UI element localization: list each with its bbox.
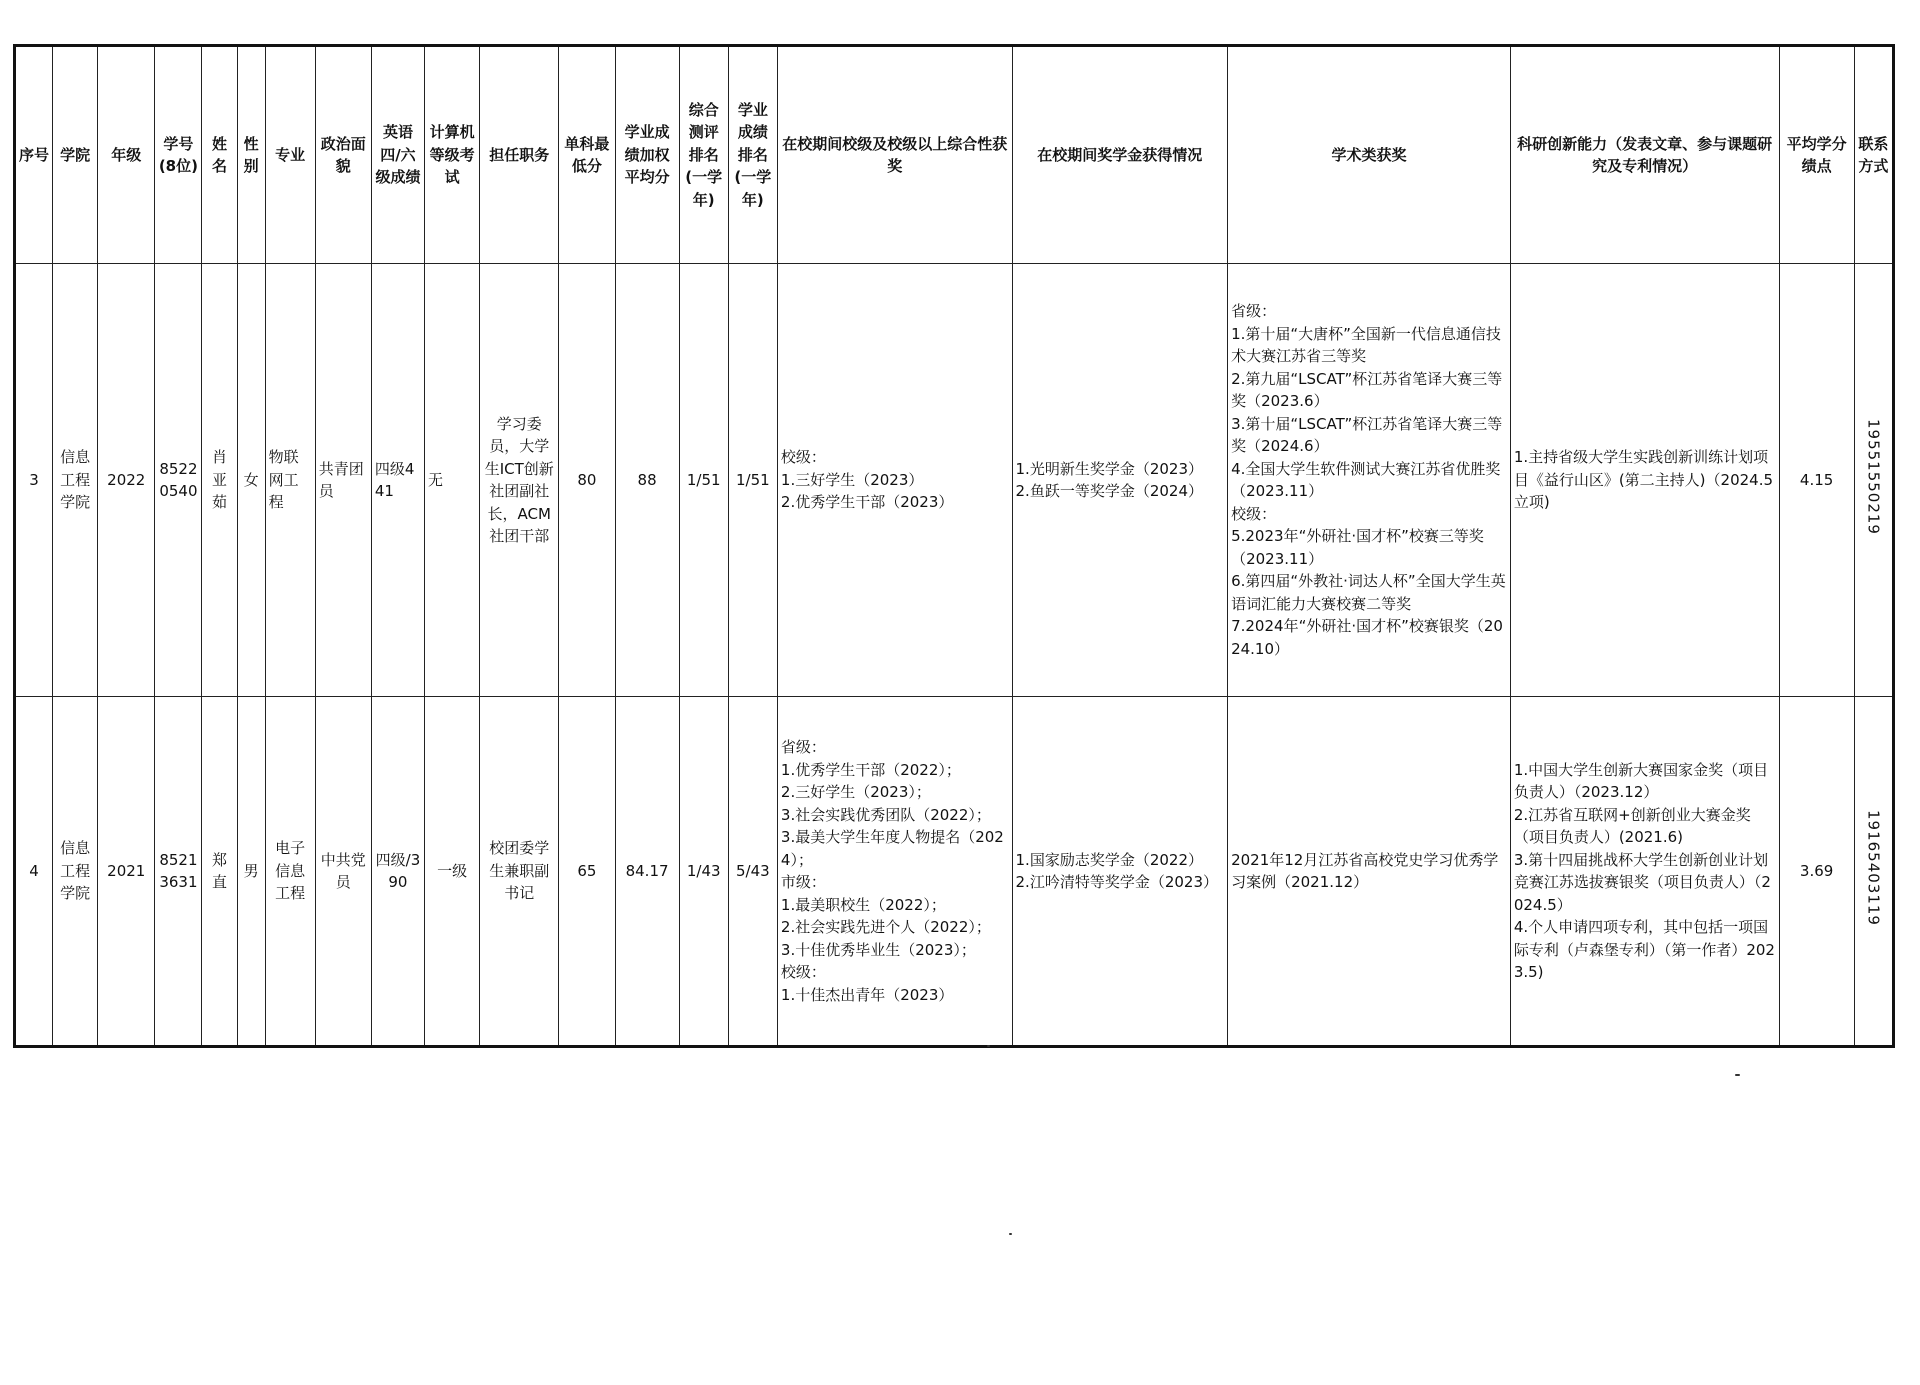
cell-college: 信息工程学院 <box>53 264 98 697</box>
award-line: 1.优秀学生干部（2022）； <box>780 760 961 779</box>
academic-award-line: 2021年12月江苏省高校党史学习优秀学习案例（2021.12） <box>1231 850 1499 891</box>
award-line: 1.最美职校生（2022）； <box>780 895 946 914</box>
cell-scholarships <box>1012 697 1228 1047</box>
header-row <box>15 46 1894 264</box>
scholarship-line: 1.光明新生奖学金（2023） <box>1015 459 1204 478</box>
academic-award-line: 省级： <box>1231 302 1277 320</box>
research-line: 2.江苏省互联网+创新创业大赛金奖（项目负责人）(2021.6) <box>1513 805 1751 846</box>
cell-weighted-avg: 88 <box>615 264 679 697</box>
cell-positions: 学习委员，大学生ICT创新社团副社长，ACM社团干部 <box>480 264 559 697</box>
research-line: 3.第十四届挑战杯大学生创新创业计划竞赛江苏选拔赛银奖（项目负责人）（2024.5） <box>1513 850 1771 914</box>
scholarship-line: 1.国家励志奖学金（2022） <box>1015 850 1204 869</box>
scan-speck <box>987 1045 990 1047</box>
academic-award-line: 4.全国大学生软件测试大赛江苏省优胜奖（2023.11） <box>1231 459 1501 500</box>
header-index: 序号 <box>15 46 53 264</box>
scholarship-line: 2.江吟清特等奖学金（2023） <box>1015 873 1219 891</box>
academic-award-line: 校级： <box>1231 504 1277 523</box>
cell-political: 共青团员 <box>315 264 371 697</box>
award-line: 市级： <box>780 873 826 891</box>
scan-speck <box>1009 1233 1012 1235</box>
header-english: 英语四/六级成绩 <box>371 46 424 264</box>
cell-min-score: 80 <box>559 264 615 697</box>
header-scholarships: 在校期间奖学金获得情况 <box>1012 46 1228 264</box>
award-line: 校级： <box>780 448 826 467</box>
cell-college: 信息工程学院 <box>53 697 98 1047</box>
cell-overall-rank: 1/43 <box>679 697 728 1047</box>
header-positions: 担任职务 <box>480 46 559 264</box>
cell-name: 郑直 <box>202 697 237 1047</box>
header-grade: 年级 <box>98 46 155 264</box>
header-political: 政治面貌 <box>315 46 371 264</box>
header-name: 姓名 <box>202 46 237 264</box>
award-line: 2.社会实践先进个人（2022）； <box>780 918 991 936</box>
header-computer: 计算机等级考试 <box>425 46 480 264</box>
cell-grade: 2021 <box>98 697 155 1047</box>
cell-major: 物联网工程 <box>265 264 315 697</box>
cell-index: 4 <box>15 697 53 1047</box>
academic-award-line: 3.第十届“LSCAT”杯江苏省笔译大赛三等奖（2024.6） <box>1231 414 1503 455</box>
award-line: 1.十佳杰出青年（2023） <box>780 985 954 1004</box>
cell-research <box>1510 264 1779 697</box>
cell-contact <box>1854 264 1893 697</box>
header-min-score: 单科最低分 <box>559 46 615 264</box>
cell-student-id: 85213631 <box>155 697 202 1047</box>
cell-political: 中共党员 <box>315 697 371 1047</box>
award-line: 2.优秀学生干部（2023） <box>780 493 954 512</box>
header-awards: 在校期间校级及校级以上综合性获奖 <box>777 46 1012 264</box>
award-line: 2.三好学生（2023）； <box>780 783 931 801</box>
header-academic-rank: 学业成绩排名(一学年) <box>728 46 777 264</box>
phone-number: 19165403119 <box>1864 809 1883 926</box>
award-line: 3.社会实践优秀团队（2022）； <box>780 805 991 824</box>
header-academic-awards: 学术类获奖 <box>1228 46 1511 264</box>
table-row <box>15 697 1894 1047</box>
cell-index: 3 <box>15 264 53 697</box>
academic-award-line: 5.2023年“外研社·国才杯”校赛三等奖（2023.11） <box>1231 527 1484 568</box>
cell-academic-awards <box>1228 697 1511 1047</box>
header-weighted-avg: 学业成绩加权平均分 <box>615 46 679 264</box>
cell-student-id: 85220540 <box>155 264 202 697</box>
cell-scholarships <box>1012 264 1228 697</box>
award-line: 省级： <box>780 738 826 756</box>
cell-major: 电子信息工程 <box>265 697 315 1047</box>
header-college: 学院 <box>53 46 98 264</box>
cell-name: 肖亚茹 <box>202 264 237 697</box>
academic-award-line: 7.2024年“外研社·国才杯”校赛银奖（2024.10） <box>1231 617 1503 658</box>
records-sheet <box>13 44 1895 1048</box>
header-gpa: 平均学分绩点 <box>1779 46 1854 264</box>
research-line: 1.主持省级大学生实践创新训练计划项目《益行山区》(第二主持人)（2024.5立项) <box>1513 448 1774 512</box>
research-line: 1.中国大学生创新大赛国家金奖（项目负责人）（2023.12） <box>1513 760 1769 801</box>
cell-weighted-avg: 84.17 <box>615 697 679 1047</box>
cell-gender: 女 <box>237 264 265 697</box>
award-line: 1.三好学生（2023） <box>780 470 924 489</box>
header-research: 科研创新能力（发表文章、参与课题研究及专利情况） <box>1510 46 1779 264</box>
cell-min-score: 65 <box>559 697 615 1047</box>
cell-academic-rank: 5/43 <box>728 697 777 1047</box>
academic-award-line: 1.第十届“大唐杯”全国新一代信息通信技术大赛江苏省三等奖 <box>1231 324 1501 365</box>
cell-grade: 2022 <box>98 264 155 697</box>
cell-contact <box>1854 697 1893 1047</box>
cell-gender: 男 <box>237 697 265 1047</box>
student-records-table <box>13 44 1895 1048</box>
cell-gpa: 4.15 <box>1779 264 1854 697</box>
scan-speck <box>1735 1074 1740 1076</box>
research-line: 4.个人申请四项专利，其中包括一项国际专利（卢森堡专利）（第一作者）2023.5) <box>1513 918 1775 981</box>
cell-computer: 一级 <box>425 697 480 1047</box>
cell-academic-rank: 1/51 <box>728 264 777 697</box>
cell-computer: 无 <box>425 264 480 697</box>
header-contact: 联系方式 <box>1854 46 1893 264</box>
cell-research <box>1510 697 1779 1047</box>
award-line: 3.最美大学生年度人物提名（2024）； <box>780 828 1004 869</box>
header-major: 专业 <box>265 46 315 264</box>
award-line: 校级： <box>780 963 826 981</box>
award-line: 3.十佳优秀毕业生（2023）； <box>780 940 976 959</box>
scholarship-line: 2.鱼跃一等奖学金（2024） <box>1015 482 1204 500</box>
academic-award-line: 2.第九届“LSCAT”杯江苏省笔译大赛三等奖（2023.6） <box>1231 369 1503 410</box>
cell-gpa: 3.69 <box>1779 697 1854 1047</box>
cell-awards <box>777 264 1012 697</box>
table-row <box>15 264 1894 697</box>
header-gender: 性别 <box>237 46 265 264</box>
header-student-id: 学号(8位) <box>155 46 202 264</box>
header-overall-rank: 综合测评排名(一学年) <box>679 46 728 264</box>
cell-awards <box>777 697 1012 1047</box>
phone-number: 19551550219 <box>1864 418 1883 535</box>
academic-award-line: 6.第四届“外教社·词达人杯”全国大学生英语词汇能力大赛校赛二等奖 <box>1231 572 1506 613</box>
cell-english: 四级441 <box>371 264 424 697</box>
cell-academic-awards <box>1228 264 1511 697</box>
cell-overall-rank: 1/51 <box>679 264 728 697</box>
cell-english: 四级/390 <box>371 697 424 1047</box>
cell-positions: 校团委学生兼职副书记 <box>480 697 559 1047</box>
